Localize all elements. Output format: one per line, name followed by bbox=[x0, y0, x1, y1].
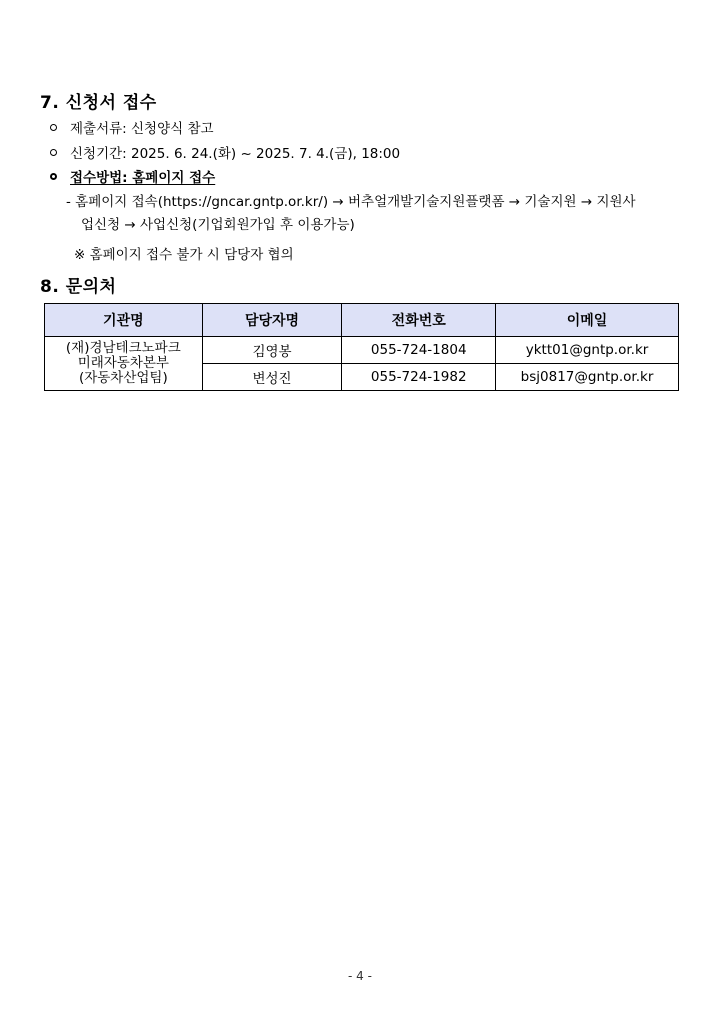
period-text: 신청기간: 2025. 6. 24.(화) ~ 2025. 7. 4.(금), 18:00 bbox=[70, 146, 401, 162]
org-name-line: (재)경남테크노파크 bbox=[65, 340, 181, 356]
contact-name-cell: 김영봉 bbox=[202, 337, 342, 364]
table-header-row bbox=[45, 304, 679, 337]
method-detail-line1: - 홈페이지 접속(https://gncar.gntp.or.kr/) → 버추얼개발기술지원플랫폼 → 기술지원 → 지원사 bbox=[66, 194, 636, 210]
header-org: 기관명 bbox=[45, 304, 203, 337]
org-cell bbox=[45, 337, 203, 391]
phone-cell: 055-724-1982 bbox=[342, 364, 496, 391]
phone-cell: 055-724-1804 bbox=[342, 337, 496, 364]
method-note: ※ 홈페이지 접수 불가 시 담당자 협의 bbox=[74, 247, 294, 263]
email-cell: bsj0817@gntp.or.kr bbox=[496, 364, 679, 391]
documents-text: 제출서류: 신청양식 참고 bbox=[70, 121, 214, 137]
header-phone: 전화번호 bbox=[342, 304, 496, 337]
bullet-documents bbox=[50, 117, 214, 137]
email-cell: yktt01@gntp.or.kr bbox=[496, 337, 679, 364]
section-8-title: 8. 문의처 bbox=[40, 277, 117, 297]
page-number: - 4 - bbox=[348, 969, 372, 983]
circle-bullet-icon bbox=[50, 124, 57, 131]
method-label: 접수방법: 홈페이지 접수 bbox=[70, 170, 216, 186]
org-division-line: 미래자동차본부 bbox=[77, 355, 169, 371]
bullet-method bbox=[50, 166, 215, 186]
header-contact-name: 담당자명 bbox=[202, 304, 342, 337]
section-7-title: 7. 신청서 접수 bbox=[40, 93, 157, 113]
org-team-line: (자동차산업팀) bbox=[78, 370, 168, 386]
bullet-period bbox=[50, 142, 400, 162]
circle-bullet-icon bbox=[50, 149, 57, 156]
contact-name-cell: 변성진 bbox=[202, 364, 342, 391]
circle-bullet-icon bbox=[50, 173, 57, 180]
header-email: 이메일 bbox=[496, 304, 679, 337]
contact-table bbox=[44, 303, 679, 391]
method-detail-line2: 업신청 → 사업신청(기업회원가입 후 이용가능) bbox=[81, 217, 355, 233]
table-row bbox=[45, 337, 679, 364]
